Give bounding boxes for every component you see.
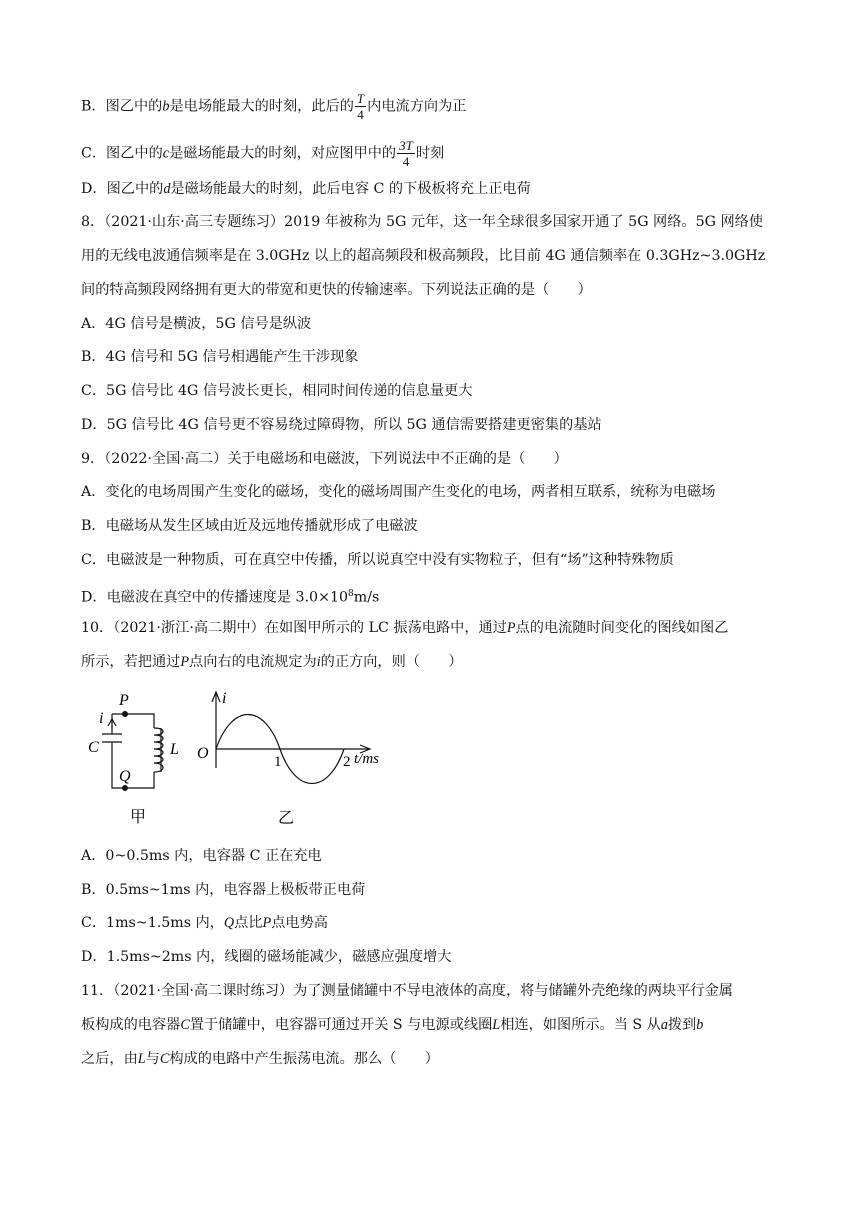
circuit-wire-top [112, 714, 154, 728]
label-c: C [88, 739, 99, 756]
q10-stem-line2: 所示，若把通过P点向右的电流规定为i的正方向，则（ ） [81, 654, 463, 670]
q7-option-d: D．图乙中的d是磁场能最大的时刻，此后电容 C 的下极板将充上正电荷 [81, 181, 531, 197]
label-l: L [170, 741, 179, 758]
q10-option-c: C．1ms~1.5ms 内，Q点比P点电势高 [81, 915, 328, 931]
q10-stem-line1: 10．（2021·浙江·高二期中）在如图甲所示的 LC 振荡电路中，通过P点的电流随时间变化的图线如图乙 [81, 620, 729, 636]
q10-option-d: D．1.5ms~2ms 内，线圈的磁场能减少，磁感应强度增大 [81, 949, 452, 965]
q8-option-c: C．5G 信号比 4G 信号波长更长，相同时间传递的信息量更大 [81, 383, 473, 399]
node-p [123, 712, 128, 717]
node-q [123, 786, 128, 791]
q8-stem-line1: 8．（2021·山东·高三专题练习）2019 年被称为 5G 元年，这一年全球很多国家开通了 5G 网络。5G 网络使 [81, 214, 764, 230]
label-origin: O [197, 745, 209, 762]
q7-option-c: C．图乙中的c是磁场能最大的时刻，对应图甲中的 $\frac{3T}{4}$ 时刻 [81, 138, 445, 169]
q9-option-a: A．变化的电场周围产生变化的磁场，变化的磁场周围产生变化的电场，两者相互联系，统称为电磁场 [81, 484, 716, 500]
q7-option-b: B．图乙中的b是电场能最大的时刻，此后的 $\frac{T}{4}$ 内电流方向为正 [81, 91, 467, 122]
label-i-circuit: i [99, 710, 104, 727]
caption-yi: 乙 [278, 808, 295, 827]
q11-stem-line3: 之后，由L与C构成的电路中产生振荡电流。那么（ ） [81, 1051, 439, 1067]
circuit-diagram [102, 712, 163, 791]
tick-2: 2 [343, 754, 351, 770]
label-i-graph: i [222, 690, 227, 707]
capacitor-plates [102, 734, 122, 742]
q8-stem-line3: 间的特高频段网络拥有更大的带宽和更快的传输速率。下列说法正确的是（ ） [81, 282, 592, 298]
q11-stem-line1: 11．（2021·全国·高二课时练习）为了测量储罐中不导电液体的高度，将与储罐外壳绝缘的两块平行金属 [81, 983, 733, 999]
inductor-coil [154, 728, 163, 772]
q10-option-b: B．0.5ms~1ms 内，电容器上极板带正电荷 [81, 882, 366, 898]
label-q: Q [119, 768, 131, 785]
q9-option-c: C．电磁波是一种物质，可在真空中传播，所以说真空中没有实物粒子，但有“场”这种特殊物质 [81, 552, 674, 568]
q9-option-d: D．电磁波在真空中的传播速度是 $3.0\times 10^8m/s$ [81, 589, 380, 606]
q8-option-d: D．5G 信号比 4G 信号更不容易绕过障碍物，所以 5G 通信需要搭建更密集的基站 [81, 417, 602, 433]
q8-option-b: B．4G 信号和 5G 信号相遇能产生干涉现象 [81, 349, 359, 365]
q8-stem-line2: 用的无线电波通信频率是在 3.0GHz 以上的超高频段和极高频段，比目前 4G 通信频率在 0.3GHz~3.0GHz [81, 248, 766, 264]
tick-1: 1 [274, 754, 282, 770]
q8-option-a: A．4G 信号是横波，5G 信号是纵波 [81, 316, 312, 332]
q11-stem-line2: 板构成的电容器C置于储罐中，电容器可通过开关 S 与电源或线圈L相连，如图所示。当 S 从a拨到b [81, 1017, 704, 1033]
label-p: P [119, 692, 129, 709]
lc-circuit-figure [86, 686, 406, 828]
caption-jia: 甲 [130, 807, 147, 826]
q10-option-a: A．0~0.5ms 内，电容器 C 正在充电 [81, 848, 322, 864]
q9-stem: 9．（2022·全国·高二）关于电磁场和电磁波，下列说法中不正确的是（ ） [81, 451, 568, 467]
q9-option-b: B．电磁场从发生区域由近及远地传播就形成了电磁波 [81, 518, 418, 534]
label-t-axis: t/ms [354, 751, 380, 767]
